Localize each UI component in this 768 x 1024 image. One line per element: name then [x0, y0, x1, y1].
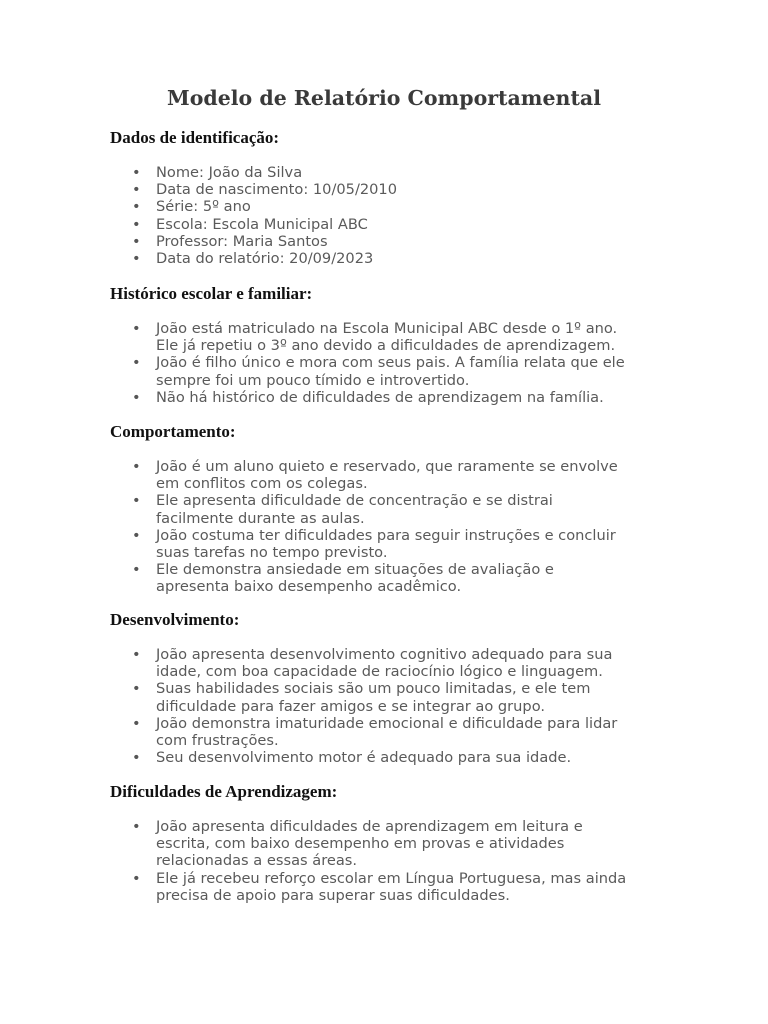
- list-item-line: João apresenta desenvolvimento cognitivo adequado para sua: [156, 646, 613, 663]
- list-item-line: Ele já repetiu o 3º ano devido a dificuldades de aprendizagem.: [156, 337, 616, 355]
- list-item: [110, 561, 670, 595]
- section-desenvolvimento: [110, 609, 670, 766]
- list-item: [110, 233, 670, 250]
- list-item-line: apresenta baixo desempenho acadêmico.: [156, 578, 462, 596]
- bullet-icon: •: [132, 818, 141, 835]
- list-item-line: João demonstra imaturidade emocional e dificuldade para lidar: [156, 714, 618, 732]
- list-item: [110, 354, 670, 388]
- list-item-text: Escola: Escola Municipal ABC: [156, 215, 368, 233]
- list-item-line: João costuma ter dificuldades para seguir instruções e concluir: [156, 526, 616, 544]
- list-item: [110, 527, 670, 561]
- bullet-icon: •: [132, 250, 141, 268]
- section-dados-identificacao: [110, 127, 670, 267]
- list-item-text: Série: 5º ano: [156, 198, 251, 216]
- bullet-icon: •: [132, 198, 141, 216]
- bullet-list: [110, 646, 670, 766]
- list-item-line: Seu desenvolvimento motor é adequado para sua idade.: [156, 749, 572, 767]
- bullet-icon: •: [132, 526, 141, 544]
- list-item-line: com frustrações.: [156, 732, 279, 750]
- list-item-line: idade, com boa capacidade de raciocínio lógico e linguagem.: [156, 663, 603, 681]
- list-item: [110, 216, 670, 233]
- list-item: [110, 870, 670, 904]
- document-title: Modelo de Relatório Comportamental: [167, 86, 601, 110]
- bullet-icon: •: [132, 320, 141, 337]
- bullet-icon: •: [132, 215, 141, 233]
- list-item-text: Data do relatório: 20/09/2023: [156, 250, 374, 268]
- list-item-line: precisa de apoio para superar suas dificuldades.: [156, 886, 510, 904]
- list-item-text: Data de nascimento: 10/05/2010: [156, 181, 398, 199]
- section-heading: Dados de identificação:: [110, 128, 280, 147]
- list-item-line: escrita, com baixo desempenho em provas e atividades: [156, 835, 565, 853]
- list-item: [110, 818, 670, 870]
- bullet-list: [110, 818, 670, 904]
- list-item: [110, 320, 670, 354]
- bullet-list: [110, 458, 670, 596]
- list-item: [110, 181, 670, 198]
- bullet-icon: •: [132, 749, 141, 767]
- list-item-text: Professor: Maria Santos: [156, 232, 328, 250]
- section-heading: Histórico escolar e familiar:: [110, 284, 313, 303]
- list-item-line: João apresenta dificuldades de aprendizagem em leitura e: [156, 818, 583, 835]
- section-heading: Desenvolvimento:: [110, 610, 240, 629]
- list-item: [110, 646, 670, 680]
- list-item: [110, 680, 670, 714]
- list-item: [110, 458, 670, 492]
- bullet-icon: •: [132, 388, 141, 406]
- list-item-line: João é filho único e mora com seus pais. A família relata que ele: [156, 354, 625, 372]
- list-item: [110, 389, 670, 406]
- list-item: [110, 250, 670, 267]
- bullet-icon: •: [132, 869, 141, 887]
- list-item-line: Ele apresenta dificuldade de concentração e se distrai: [156, 492, 553, 510]
- list-item-text: Nome: João da Silva: [156, 164, 303, 181]
- bullet-icon: •: [132, 164, 141, 181]
- list-item: [110, 198, 670, 215]
- section-dificuldades-aprendizagem: [110, 781, 670, 904]
- list-item-line: Ele já recebeu reforço escolar em Língua Portuguesa, mas ainda: [156, 869, 627, 887]
- bullet-list: [110, 164, 670, 267]
- list-item-line: relacionadas a essas áreas.: [156, 852, 358, 870]
- list-item-line: facilmente durante as aulas.: [156, 509, 365, 527]
- list-item-line: João está matriculado na Escola Municipal ABC desde o 1º ano.: [156, 320, 618, 337]
- list-item-line: sempre foi um pouco tímido e introvertido.: [156, 371, 470, 389]
- bullet-icon: •: [132, 680, 141, 698]
- bullet-icon: •: [132, 232, 141, 250]
- bullet-icon: •: [132, 354, 141, 372]
- list-item: [110, 164, 670, 181]
- list-item-line: Suas habilidades sociais são um pouco limitadas, e ele tem: [156, 680, 591, 698]
- list-item-line: Ele demonstra ansiedade em situações de avaliação e: [156, 561, 554, 579]
- list-item-line: dificuldade para fazer amigos e se integrar ao grupo.: [156, 697, 546, 715]
- bullet-icon: •: [132, 181, 141, 199]
- bullet-icon: •: [132, 492, 141, 510]
- bullet-icon: •: [132, 646, 141, 663]
- list-item-line: em conflitos com os colegas.: [156, 475, 368, 493]
- bullet-icon: •: [132, 458, 141, 475]
- section-historico-escolar-familiar: [110, 283, 670, 406]
- list-item: [110, 715, 670, 749]
- section-heading: Dificuldades de Aprendizagem:: [110, 782, 338, 801]
- bullet-icon: •: [132, 561, 141, 579]
- list-item-line: João é um aluno quieto e reservado, que raramente se envolve: [156, 458, 618, 475]
- section-heading: Comportamento:: [110, 422, 236, 441]
- bullet-list: [110, 320, 670, 406]
- section-comportamento: [110, 421, 670, 596]
- list-item-line: Não há histórico de dificuldades de aprendizagem na família.: [156, 388, 604, 406]
- list-item-line: suas tarefas no tempo previsto.: [156, 544, 388, 562]
- list-item: [110, 749, 670, 766]
- bullet-icon: •: [132, 714, 141, 732]
- list-item: [110, 492, 670, 526]
